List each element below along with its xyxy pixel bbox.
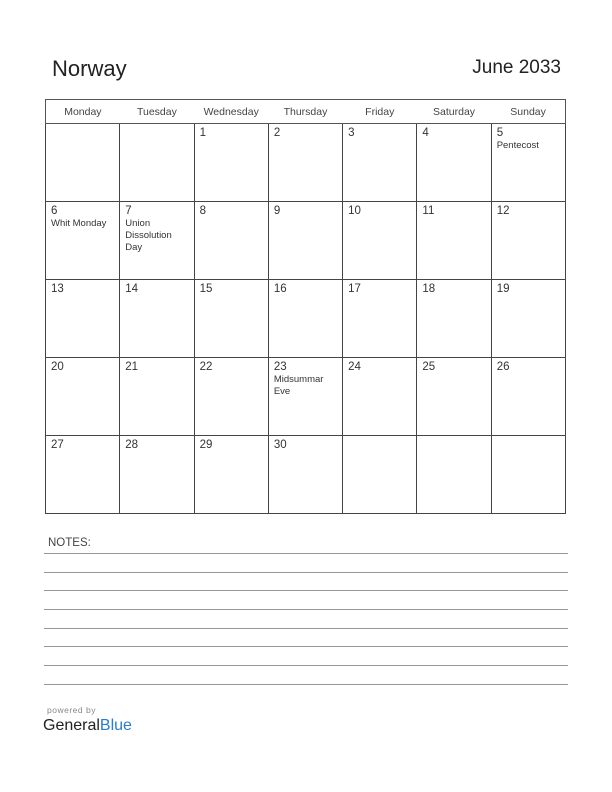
day-cell <box>46 436 120 514</box>
weekday-header: Friday <box>343 100 417 124</box>
day-number: 20 <box>51 361 64 373</box>
note-line <box>44 684 568 685</box>
day-number: 7 <box>125 205 132 217</box>
day-number: 18 <box>422 283 436 295</box>
day-cell <box>491 436 565 514</box>
day-number: 16 <box>273 283 287 295</box>
day-number: 17 <box>348 283 361 295</box>
day-cell <box>417 202 491 280</box>
day-cell <box>120 202 194 280</box>
week-row <box>46 124 566 202</box>
day-number: 30 <box>273 439 287 451</box>
day-number: 27 <box>51 439 64 451</box>
day-cell <box>194 436 268 514</box>
day-cell <box>491 202 565 280</box>
day-cell <box>417 436 491 514</box>
day-number: 25 <box>422 361 436 373</box>
day-number: 11 <box>422 205 435 217</box>
day-cell <box>491 280 565 358</box>
weekday-header: Monday <box>46 100 120 124</box>
day-number: 19 <box>496 283 510 295</box>
day-cell <box>120 358 194 436</box>
day-number: 23 <box>273 361 287 373</box>
day-cell <box>46 358 120 436</box>
day-number: 14 <box>125 283 139 295</box>
day-number: 22 <box>199 361 213 373</box>
note-line <box>44 553 568 554</box>
calendar-grid <box>45 99 566 514</box>
day-cell <box>417 280 491 358</box>
day-number: 8 <box>199 205 206 217</box>
week-row <box>46 358 566 436</box>
day-number: 12 <box>496 205 510 217</box>
note-line <box>44 646 568 647</box>
day-number: 13 <box>51 283 64 295</box>
country-title: Norway <box>52 56 127 81</box>
day-number: 26 <box>496 361 510 373</box>
day-cell <box>268 358 342 436</box>
brand-general: General <box>43 717 100 734</box>
day-number: 24 <box>348 361 361 373</box>
day-cell <box>120 124 194 202</box>
generalblue-logo <box>43 717 132 735</box>
notes-label: NOTES: <box>48 537 91 549</box>
brand-blue: Blue <box>99 717 132 734</box>
weekday-header: Thursday <box>268 100 342 124</box>
day-cell <box>268 202 342 280</box>
weekday-header: Sunday <box>491 100 565 124</box>
note-line <box>44 665 568 666</box>
day-number: 5 <box>496 127 504 139</box>
holiday-label: Union Dissolution Day <box>125 218 172 253</box>
day-number: 2 <box>273 127 281 139</box>
day-number: 6 <box>51 205 58 217</box>
day-number: 29 <box>199 439 213 451</box>
holiday-label: Pentecost <box>496 140 539 151</box>
day-cell <box>343 202 417 280</box>
note-line <box>44 590 568 591</box>
day-cell <box>491 124 565 202</box>
day-cell <box>46 202 120 280</box>
day-cell <box>46 280 120 358</box>
day-number: 1 <box>199 127 206 139</box>
day-cell <box>268 280 342 358</box>
holiday-label: Whit Monday <box>51 218 107 229</box>
day-cell <box>343 436 417 514</box>
holiday-label: Midsummar Eve <box>273 374 324 397</box>
day-cell <box>120 436 194 514</box>
month-year-title: June 2033 <box>472 57 561 78</box>
week-row <box>46 202 566 280</box>
day-cell <box>194 358 268 436</box>
week-row <box>46 436 566 514</box>
day-cell <box>194 124 268 202</box>
day-number: 21 <box>125 361 139 373</box>
day-cell <box>491 358 565 436</box>
day-number: 4 <box>422 127 429 139</box>
day-cell <box>343 280 417 358</box>
weekday-header: Wednesday <box>194 100 268 124</box>
day-cell <box>46 124 120 202</box>
weekday-header: Saturday <box>417 100 491 124</box>
note-line <box>44 628 568 629</box>
day-number: 3 <box>348 127 355 139</box>
day-cell <box>194 202 268 280</box>
powered-by-text: powered by <box>47 705 96 715</box>
note-line <box>44 609 568 610</box>
day-cell <box>343 124 417 202</box>
day-number: 28 <box>125 439 139 451</box>
day-number: 15 <box>199 283 213 295</box>
day-cell <box>417 358 491 436</box>
day-number: 10 <box>348 205 361 217</box>
weekday-header-row <box>46 100 566 124</box>
day-cell <box>120 280 194 358</box>
day-cell <box>268 436 342 514</box>
note-line <box>44 572 568 573</box>
weekday-header: Tuesday <box>120 100 194 124</box>
day-cell <box>417 124 491 202</box>
day-cell <box>194 280 268 358</box>
week-row <box>46 280 566 358</box>
day-cell <box>268 124 342 202</box>
day-number: 9 <box>273 205 281 217</box>
day-cell <box>343 358 417 436</box>
